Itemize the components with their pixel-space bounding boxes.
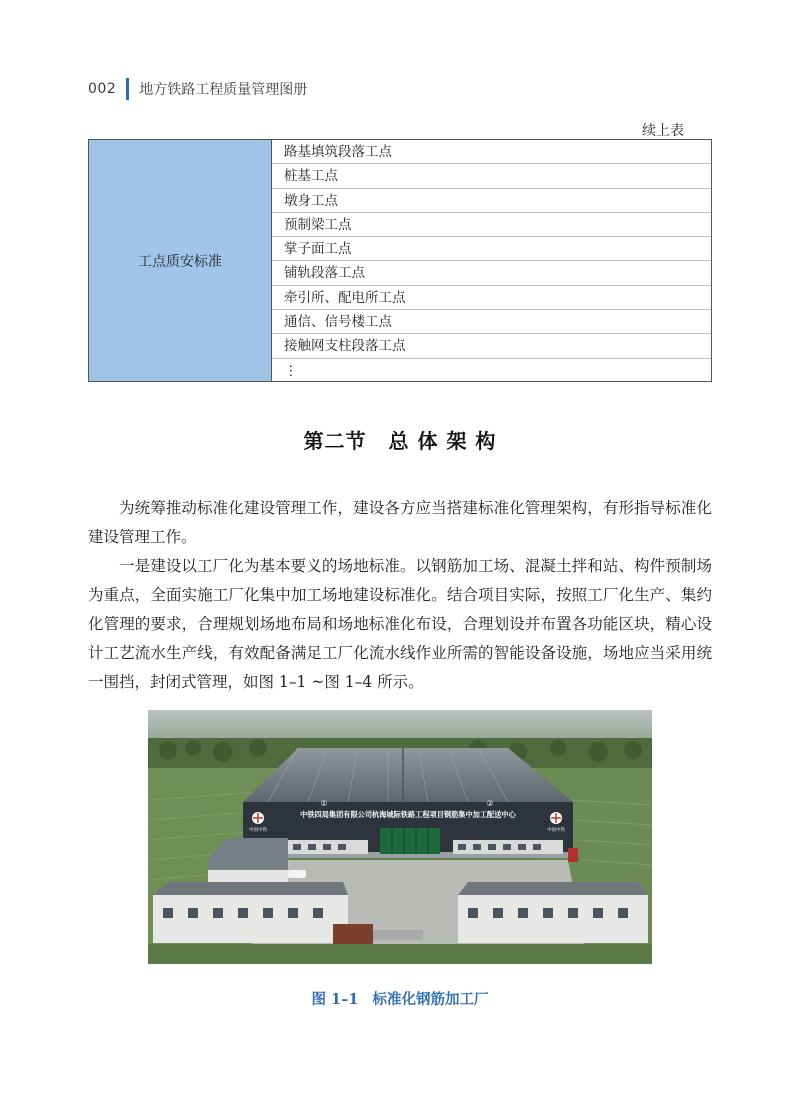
table-continued-label: 续上表 xyxy=(642,123,684,139)
figure-caption xyxy=(0,988,800,1009)
table-row: 牵引所、配电所工点 xyxy=(272,286,711,310)
banner-marker-2: ② xyxy=(486,799,494,808)
page-number: 002 xyxy=(88,81,117,97)
table-item-column xyxy=(272,140,711,381)
table-row-ellipsis: ⋮ xyxy=(284,362,298,379)
figure-label: 图 1–1 xyxy=(311,991,359,1008)
section-heading xyxy=(0,425,800,454)
table-row: 路基填筑段落工点 xyxy=(272,140,711,164)
factory-aerial-photo xyxy=(148,710,652,964)
table-category-cell xyxy=(89,140,272,381)
header-divider xyxy=(126,78,129,100)
section-title: 总 体 架 构 xyxy=(388,429,497,453)
factory-banner-text: 中铁四局集团有限公司杭海城际铁路工程项目钢筋集中加工配送中心 xyxy=(300,810,516,819)
standards-table xyxy=(88,139,712,382)
table-row: 铺轨段落工点 xyxy=(272,261,711,285)
banner-marker-1: ① xyxy=(320,799,328,808)
table-category-label: 工点质安标准 xyxy=(138,253,222,270)
svg-text:中国中铁: 中国中铁 xyxy=(547,828,565,833)
body-paragraph: 一是建设以工厂化为基本要义的场地标准。以钢筋加工场、混凝土拌和站、构件预制场为重点，全面实施工厂化集中加工场地建设标准化。结合项目实际，按照工厂化生产、集约化管理的要求，合理规划场地布局和场地标准化布设，合理划设并布置各功能区块，精心设计工艺流水生产线，有效配备满足工厂化流水线作业所需的智能设备设施，场地应当采用统一围挡，封闭式管理，如图 1–1 ~图 1–4 所示。 xyxy=(88,557,712,691)
table-row: 桩基工点 xyxy=(272,164,711,188)
table-row: 预制梁工点 xyxy=(272,213,711,237)
book-title: 地方铁路工程质量管理图册 xyxy=(139,82,308,98)
table-row: 接触网支柱段落工点 xyxy=(272,334,711,358)
figure-caption-text: 标准化钢筋加工厂 xyxy=(372,991,489,1008)
svg-text:中国中铁: 中国中铁 xyxy=(249,828,267,833)
section-number: 第二节 xyxy=(303,429,367,453)
table-row: 掌子面工点 xyxy=(272,237,711,261)
running-header xyxy=(88,76,307,102)
body-paragraph: 为统筹推动标准化建设管理工作，建设各方应当搭建标准化管理架构，有形指导标准化建设管理工作。 xyxy=(88,499,712,546)
table-row: 墩身工点 xyxy=(272,189,711,213)
table-row: 通信、信号楼工点 xyxy=(272,310,711,334)
